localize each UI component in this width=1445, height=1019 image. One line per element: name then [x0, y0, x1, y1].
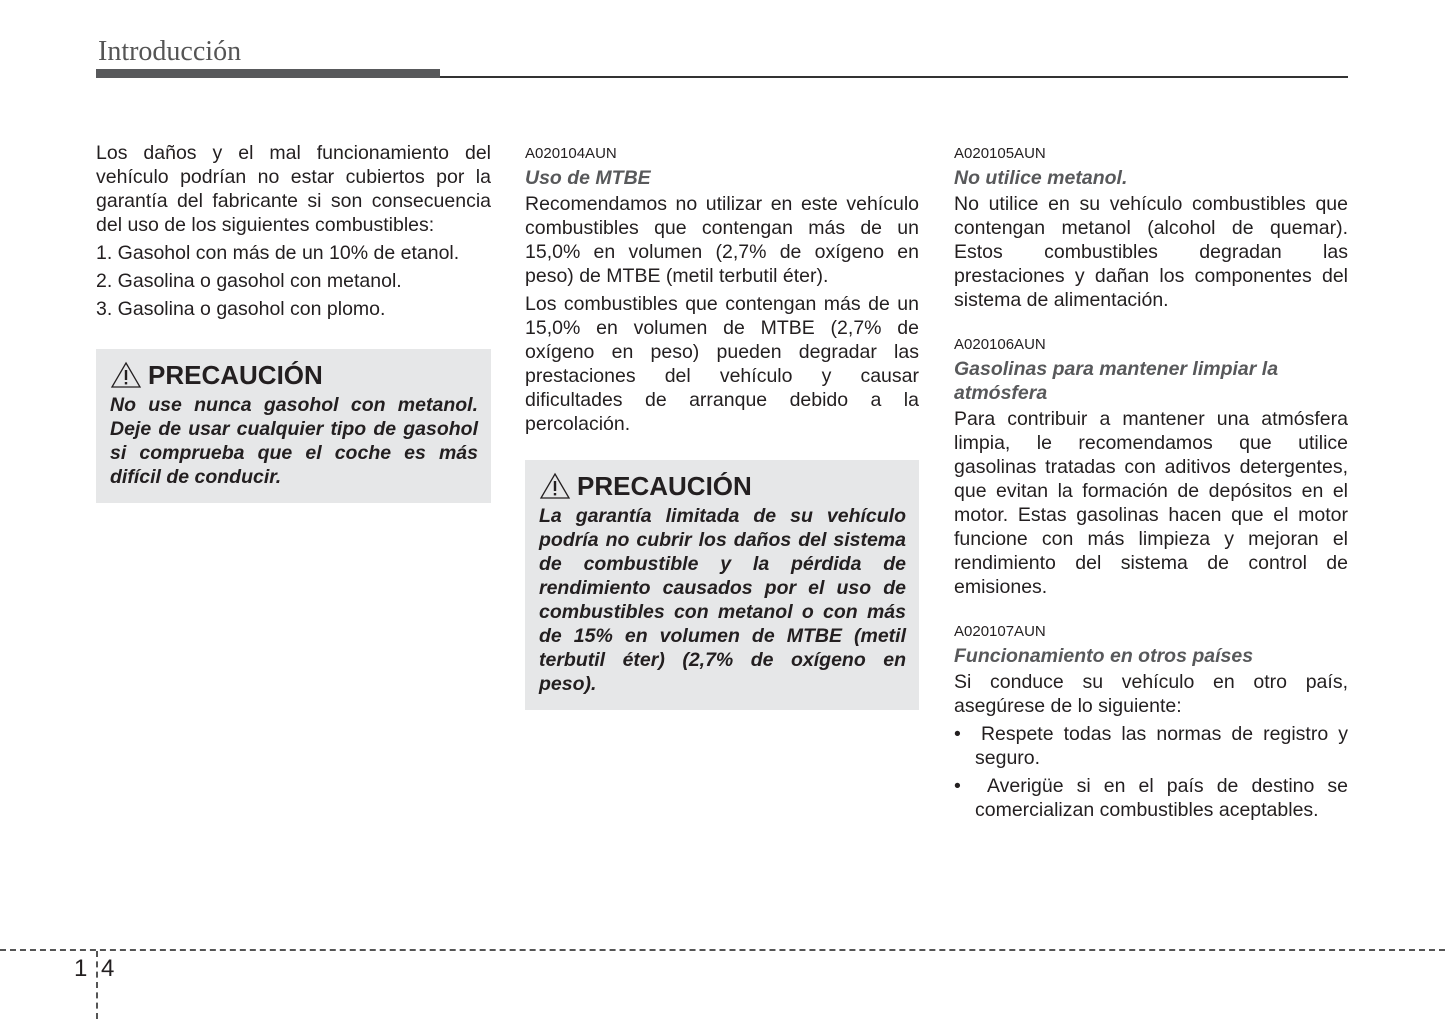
caution-text: No use nunca gasohol con metanol. Deje de usar cualquier tipo de gasohol si comprueba que el coche es más difícil de conducir. — [110, 394, 478, 488]
paragraph: Los combustibles que contengan más de un 15,0% en volumen de MTBE (2,7% de oxígeno en peso) pueden degradar las prestaciones del vehículo y causar dificultades de arranque debido a la percolación. — [525, 293, 919, 435]
section-heading: Funcionamiento en otros países — [954, 645, 1254, 667]
paragraph: Para contribuir a mantener una atmósfera limpia, le recomendamos que utilice gasolinas tratadas con aditivos detergentes, que evitan la formación de depósitos en el motor. Estas gasolinas hacen que el motor funcione con más limpieza y mejoran el rendimiento del sistema de control de emisiones. — [954, 408, 1348, 598]
list-item: 3. Gasolina o gasohol con plomo. — [96, 298, 386, 320]
list-item: • Respete todas las normas de registro y seguro. — [954, 723, 1348, 769]
column-3 — [954, 145, 1348, 826]
footer-dashed-divider — [96, 951, 98, 1019]
section-code: A020105AUN — [954, 145, 1046, 162]
section-heading: No utilice metanol. — [954, 167, 1128, 189]
section-code: A020106AUN — [954, 336, 1046, 353]
intro-paragraph: Los daños y el mal funcionamiento del vehículo podrían no estar cubiertos por la garantía del fabricante si son consecuencia del uso de los siguientes combustibles: — [96, 142, 491, 236]
paragraph: Si conduce su vehículo en otro país, asegúrese de lo siguiente: — [954, 671, 1348, 717]
section-heading: Gasolinas para mantener limpiar la atmósfera — [954, 358, 1279, 404]
bullet-list — [954, 722, 1348, 822]
warning-triangle-icon — [539, 472, 571, 500]
paragraph: No utilice en su vehículo combustibles que contengan metanol (alcohol de quemar). Estos combustibles degradan las prestaciones y dañan los componentes del sistema de alimentación. — [954, 193, 1348, 311]
section-heading: Uso de MTBE — [525, 167, 651, 189]
list-item: 2. Gasolina o gasohol con metanol. — [96, 270, 402, 292]
section-code: A020107AUN — [954, 623, 1046, 640]
caution-box — [525, 460, 919, 710]
header-rule — [440, 76, 1348, 78]
footer-dashed-rule — [0, 949, 1445, 951]
fuel-list — [96, 241, 491, 321]
caution-text: La garantía limitada de su vehículo podría no cubrir los daños del sistema de combustible y la pérdida de rendimiento causados por el uso de combustibles con metanol o con más de 15% en volumen de MTBE (metil terbutil éter) (2,7% de oxígeno en peso). — [539, 505, 906, 695]
chapter-number: 1 — [74, 955, 88, 982]
page-header-title: Introducción — [98, 36, 242, 67]
caution-title: PRECAUCIÓN — [148, 360, 323, 390]
page-number: 4 — [101, 955, 115, 982]
list-item: 1. Gasohol con más de un 10% de etanol. — [96, 242, 460, 264]
list-item: • Averigüe si en el país de destino se comercializan combustibles aceptables. — [954, 775, 1348, 821]
caution-title: PRECAUCIÓN — [577, 471, 752, 501]
header-bar — [96, 69, 440, 78]
paragraph: Recomendamos no utilizar en este vehículo combustibles que contengan más de un 15,0% en volumen (2,7% de oxígeno en peso) de MTBE (metil terbutil éter). — [525, 193, 919, 287]
warning-triangle-icon — [110, 361, 142, 389]
column-1 — [96, 141, 491, 503]
column-2 — [525, 145, 919, 710]
section-code: A020104AUN — [525, 145, 617, 162]
caution-box — [96, 349, 491, 503]
